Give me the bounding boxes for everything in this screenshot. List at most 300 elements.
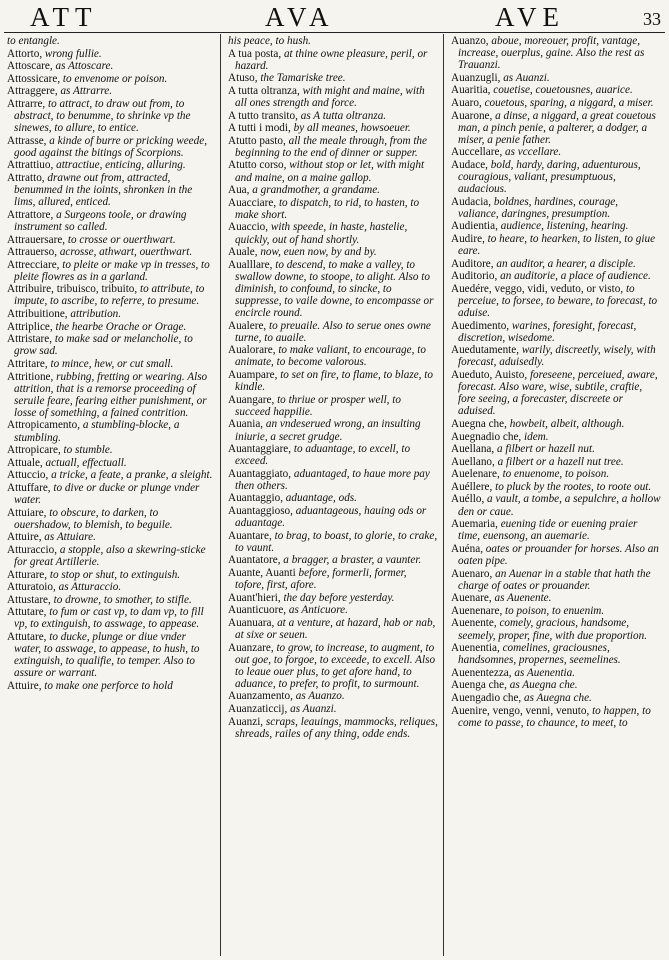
headword: Aualere, <box>228 319 267 332</box>
headword: Auante, Auanti <box>228 567 296 580</box>
definition: to attract, to draw out from, to abstract, to benumme, to shrinke vp the sinewes, to allure, to entice. <box>14 97 191 135</box>
definition: aduantaged, to haue more pay then others. <box>235 467 430 492</box>
headword: Attrauersare, <box>7 233 66 246</box>
dictionary-entry <box>228 567 438 591</box>
definition: a stumbling-blocke, a stumbling. <box>14 419 180 444</box>
headword: Attrarre, <box>7 97 46 110</box>
headword: Auangare, <box>228 393 275 406</box>
definition: a tricke, a feate, a pranke, a sleight. <box>51 469 213 482</box>
dictionary-entry <box>228 259 438 319</box>
dictionary-column-2 <box>228 35 438 953</box>
headword: Auedimento, <box>451 319 510 332</box>
dictionary-entry <box>228 703 438 715</box>
headword: Auengadio che, <box>451 691 522 704</box>
dictionary-entry <box>451 605 661 617</box>
definition: to ducke, plunge or diue vnder water, to asswage, to appease, to hush, to extinguish, to qualifie, to temper. Also to assure or warrant. <box>14 631 200 680</box>
headword: Auanzaticcij, <box>228 703 288 716</box>
definition: wrong fullie. <box>44 47 102 60</box>
definition: to brag, to boast, to glorie, to crake, to vaunt. <box>235 529 438 554</box>
headword: Attrasse, <box>7 134 47 147</box>
definition: to descend, to make a valley, to swallow downe, to stoope, to alight. Also to diminish, to confound, to sincke, to suppresse, to vaile downe, to encompasse or encircle round. <box>235 258 434 320</box>
dictionary-entry <box>228 554 438 566</box>
headword: Auegnadio che, <box>451 430 522 443</box>
headword: Auantare, <box>228 529 272 542</box>
dictionary-entry <box>228 110 438 122</box>
definition: a stopple, also a skewring-sticke for great Artillerie. <box>14 543 206 568</box>
definition: acrosse, athwart, ouerthwart. <box>59 246 193 259</box>
dictionary-entry <box>451 283 661 319</box>
definition: euening tide or euening praier time, euensong, an auemarie. <box>458 518 638 543</box>
definition: a filbert or a hazell nut tree. <box>497 455 624 468</box>
dictionary-entry <box>451 679 661 691</box>
headword: A tutto transito, <box>228 109 298 122</box>
dictionary-entry <box>7 482 215 506</box>
dictionary-entry <box>228 468 438 492</box>
definition: to make sad or melancholie, to grow sad. <box>14 333 193 358</box>
headword: Auegna che, <box>451 417 507 430</box>
dictionary-entry <box>7 544 215 568</box>
definition: couetous, sparing, a niggard, a miser. <box>484 96 654 109</box>
definition: to stumble. <box>63 444 113 457</box>
headword: Aueduto, Auisto, <box>451 369 528 382</box>
dictionary-entry <box>7 594 215 606</box>
definition: at a venture, at hazard, hab or nab, at sixe or seuen. <box>235 616 436 641</box>
headword: Atutto corso, <box>228 159 287 172</box>
dictionary-entry <box>7 419 215 443</box>
headword: Auant'hieri, <box>228 591 281 604</box>
definition: couetise, couetousnes, auarice. <box>493 84 633 97</box>
definition: to poison, to enuenim. <box>505 604 605 617</box>
dictionary-entry <box>228 320 438 344</box>
definition: a filbert or hazell nut. <box>496 443 595 456</box>
dictionary-entry <box>451 159 661 195</box>
dictionary-entry <box>228 492 438 504</box>
headword: Auantaggioso, <box>228 505 293 518</box>
headword: Auenentezza, <box>451 666 512 679</box>
dictionary-entry <box>451 110 661 146</box>
dictionary-entry <box>228 246 438 258</box>
headword: Attossicare, <box>7 72 61 85</box>
dictionary-column-1 <box>7 35 215 953</box>
dictionary-entry <box>451 481 661 493</box>
definition: the Tamariske tree. <box>260 72 346 85</box>
definition: as Attuiare. <box>44 531 96 544</box>
headword: Atturaccio, <box>7 543 58 556</box>
definition: as Attrarre. <box>60 85 113 98</box>
definition: howbeit, albeit, although. <box>509 417 625 430</box>
dictionary-entry <box>228 197 438 221</box>
definition: comely, gracious, handsome, seemely, proper, fine, with due proportion. <box>458 617 648 642</box>
headword: Auemaria, <box>451 518 498 531</box>
headword: Atturare, <box>7 568 48 581</box>
dictionary-entry <box>451 233 661 257</box>
definition: by all meanes, howsoeuer. <box>293 122 411 135</box>
dictionary-entry <box>228 505 438 529</box>
dictionary-entry <box>7 581 215 593</box>
dictionary-entry <box>451 72 661 84</box>
definition: to preuaile. Also to serue ones owne turne, to auaile. <box>235 319 431 344</box>
dictionary-entry <box>7 48 215 60</box>
definition: to dispatch, to rid, to hasten, to make short. <box>235 196 420 221</box>
definition: to thriue or prosper well, to succeed happilie. <box>235 393 401 418</box>
definition: warines, foresight, forecast, discretion, wisedome. <box>458 319 637 344</box>
headword: Attuale, <box>7 456 43 469</box>
dictionary-entry <box>228 617 438 641</box>
headword: Attustare, <box>7 593 51 606</box>
page-header <box>0 2 669 32</box>
definition: to mince, hew, or cut small. <box>50 357 174 370</box>
headword: Auaccio, <box>228 221 269 234</box>
definition: a kinde of burre or pricking weede, good against the bitings of Scorpions. <box>14 134 207 159</box>
dictionary-entry <box>228 48 438 72</box>
definition: as vccellare. <box>505 146 562 159</box>
headword: A tua posta, <box>228 47 282 60</box>
dictionary-entry <box>228 592 438 604</box>
definition: a dinse, a niggard, a great couetous man, a pinch penie, a palterer, a dodger, a miser, a penie father. <box>458 109 656 146</box>
dictionary-entry <box>228 443 438 467</box>
headword: Auanzi, <box>228 715 264 728</box>
definition: idem. <box>524 430 549 443</box>
dictionary-entry <box>228 716 438 740</box>
headword: Attuccio, <box>7 469 49 482</box>
definition: without stop or let, with might and maine, on a maine gallop. <box>235 159 425 184</box>
headword: Auacciare, <box>228 196 277 209</box>
definition: to heare, to hearken, to listen, to giue eare. <box>458 233 656 258</box>
definition: attractiue, enticing, alluring. <box>56 159 186 172</box>
headword: Auenenare, <box>451 604 503 617</box>
headword: Attrauerso, <box>7 246 58 259</box>
definition: before, formerli, former, tofore, first, afore. <box>235 567 407 592</box>
headword: Auantatore, <box>228 554 281 567</box>
headword: Auanzugli, <box>451 71 501 84</box>
dictionary-entry <box>7 283 215 307</box>
definition: as Auenentia. <box>514 666 576 679</box>
definition: to attribute, to impute, to ascribe, to referre, to presume. <box>14 283 205 308</box>
dictionary-entry <box>228 72 438 84</box>
definition: his peace, to hush. <box>228 35 311 47</box>
dictionary-entry <box>451 220 661 232</box>
headword: Auanticuore, <box>228 604 287 617</box>
definition: to perceiue, to forsee, to beware, to forecast, to aduise. <box>458 282 658 320</box>
definition: the day before yesterday. <box>283 591 395 604</box>
dictionary-entry <box>451 518 661 542</box>
definition: to pleite or make vp in tresses, to pleite flowres as in a garland. <box>14 258 210 283</box>
dictionary-entry <box>7 73 215 85</box>
headword: Auelenare, <box>451 468 500 481</box>
headword: Auenente, <box>451 617 497 630</box>
headword: Attraggere, <box>7 85 58 98</box>
headword: Auantaggiato, <box>228 467 292 480</box>
headword: Attriplice, <box>7 320 53 333</box>
dictionary-entry <box>7 333 215 357</box>
headword: Auania, <box>228 418 264 431</box>
dictionary-entry <box>451 418 661 430</box>
headword: Auéna, <box>451 542 483 555</box>
headword: Auellano, <box>451 455 495 468</box>
definition: as Auanzi. <box>503 71 550 84</box>
dictionary-entry <box>451 592 661 604</box>
headword: Attritione, <box>7 370 54 383</box>
headword: Attratto, <box>7 172 45 185</box>
headword: Attritare, <box>7 357 48 370</box>
definition: rubbing, fretting or wearing. Also attrition, that is a remorse proceeding of seruile feare, fearing either punishment, or losse of something, a fained contrition. <box>14 370 208 419</box>
dictionary-entry <box>228 369 438 393</box>
definition: to make valiant, to encourage, to animate, to become valorous. <box>235 344 426 369</box>
definition: to crosse or ouerthwart. <box>67 233 176 246</box>
definition: oates or prouander for horses. Also an oaten pipe. <box>458 542 659 567</box>
definition: to fum or cast vp, to dam vp, to fill vp, to extinguish, to asswage, to appease. <box>14 606 204 631</box>
dictionary-entry <box>451 705 661 729</box>
definition: to obscure, to darken, to ouershadow, to blemish, to beguile. <box>14 506 173 531</box>
headword: Auanzamento, <box>228 690 293 703</box>
dictionary-entry <box>7 135 215 159</box>
running-head-center: AVA <box>265 2 335 32</box>
headword: Attristare, <box>7 333 53 346</box>
definition: as A tutta oltranza. <box>300 109 387 122</box>
definition: as Auegna che. <box>509 679 578 692</box>
dictionary-entry <box>228 690 438 702</box>
headword: Auedutamente, <box>451 344 520 357</box>
header-rule <box>4 32 665 33</box>
headword: Attrecciare, <box>7 258 60 271</box>
definition: to drowne, to smother, to stifle. <box>53 593 192 606</box>
dictionary-entry <box>451 270 661 282</box>
definition: attribution. <box>70 308 122 321</box>
definition: to pluck by the rootes, to roote out. <box>495 480 652 493</box>
definition: to dive or ducke or plunge vnder water. <box>14 481 200 506</box>
dictionary-entry <box>7 172 215 208</box>
dictionary-entry <box>7 234 215 246</box>
dictionary-entry <box>228 221 438 245</box>
headword: Attuiare, <box>7 506 47 519</box>
definition: the hearbe Orache or Orage. <box>55 320 187 333</box>
headword: Auenire, vengo, venni, venuto, <box>451 704 590 717</box>
definition: to aduantage, to excell, to exceed. <box>235 443 411 468</box>
dictionary-entry <box>451 146 661 158</box>
definition: a vault, a tombe, a sepulchre, a hollow den or caue. <box>458 493 661 518</box>
definition: a bragger, a braster, a vaunter. <box>283 554 422 567</box>
headword: Attorto, <box>7 47 43 60</box>
dictionary-entry <box>7 469 215 481</box>
dictionary-entry <box>7 35 215 47</box>
dictionary-entry <box>451 344 661 368</box>
dictionary-entry <box>7 531 215 543</box>
definition: aduantage, ods. <box>285 492 357 505</box>
dictionary-entry <box>228 159 438 183</box>
definition: an auditorie, a place of audience. <box>500 270 651 283</box>
dictionary-entry <box>228 344 438 368</box>
dictionary-entry <box>451 667 661 679</box>
definition: actuall, effectuall. <box>45 456 127 469</box>
dictionary-entry <box>7 680 215 692</box>
running-head-right: AVE <box>495 2 566 32</box>
dictionary-entry <box>228 418 438 442</box>
dictionary-entry <box>451 493 661 517</box>
dictionary-entry <box>451 443 661 455</box>
dictionary-entry <box>228 604 438 616</box>
definition: to set on fire, to flame, to blaze, to kindle. <box>235 369 433 394</box>
headword: Audacia, <box>451 195 492 208</box>
dictionary-entry <box>228 642 438 690</box>
headword: A tutti i modi, <box>228 122 291 135</box>
dictionary-entry <box>7 85 215 97</box>
dictionary-entry <box>451 568 661 592</box>
dictionary-entry <box>7 209 215 233</box>
dictionary-entry <box>7 246 215 258</box>
definition: to enuenome, to poison. <box>502 468 610 481</box>
definition: to stop or shut, to extinguish. <box>49 568 181 581</box>
dictionary-entry <box>228 394 438 418</box>
dictionary-entry <box>7 358 215 370</box>
headword: Attoscare, <box>7 60 53 73</box>
dictionary-entry <box>7 98 215 134</box>
headword: Attribuitione, <box>7 308 68 321</box>
dictionary-entry <box>7 321 215 333</box>
definition: as Atturaccio. <box>58 581 122 594</box>
headword: Auanzare, <box>228 641 274 654</box>
dictionary-entry <box>228 35 438 47</box>
definition: to happen, to come to passe, to chaunce, to meet, to <box>458 704 651 729</box>
dictionary-entry <box>228 122 438 134</box>
definition: to make one perforce to hold <box>44 679 173 692</box>
dictionary-entry <box>451 320 661 344</box>
headword: Auampare, <box>228 369 278 382</box>
headword: Aualorare, <box>228 344 276 357</box>
definition: aduantageous, hauing ods or aduantage. <box>235 505 427 530</box>
dictionary-entry <box>228 530 438 554</box>
headword: Auccellare, <box>451 146 503 159</box>
definition: comelines, graciousnes, handsomnes, propernes, seemelines. <box>458 642 621 667</box>
headword: Auenaro, <box>451 567 493 580</box>
definition: scraps, leauings, mammocks, reliques, shreads, railes of any thing, odde ends. <box>235 715 438 740</box>
headword: Attropicamento, <box>7 419 81 432</box>
definition: to grow, to increase, to augment, to out goe, to forgoe, to exceede, to excell. Also to leaue ouer plus, to get afore hand, to aduance, to prefer, to profit, to surmount. <box>235 641 436 690</box>
definition: drawne out from, attracted, benummed in the ioints, shronken in the lims, allured, enticed. <box>14 172 193 209</box>
definition: all the meale through, from the beginning to the end of dinner or supper. <box>235 134 427 159</box>
headword: Auditorio, <box>451 270 498 283</box>
headword: Attribuire, tribuisco, tribuito, <box>7 283 138 296</box>
headword: Audace, <box>451 158 488 171</box>
headword: Attropicare, <box>7 444 61 457</box>
definition: as Auegna che. <box>524 691 592 704</box>
definition: a Surgeons toole, or drawing instrument so called. <box>14 208 187 233</box>
dictionary-entry <box>7 308 215 320</box>
headword: Auéllere, <box>451 480 493 493</box>
definition: as Attoscare. <box>55 60 114 73</box>
dictionary-entry <box>451 468 661 480</box>
dictionary-entry <box>228 135 438 159</box>
headword: Aua, <box>228 184 250 197</box>
dictionary-entry <box>451 543 661 567</box>
definition: as Auanzo. <box>295 690 345 703</box>
headword: Auanzo, <box>451 35 489 47</box>
definition: audience, listening, hearing. <box>500 220 629 233</box>
headword: Auedére, veggo, vidi, veduto, or visto, <box>451 282 624 295</box>
definition: an Auenar in a stable that hath the charge of oates or prouander. <box>458 567 651 592</box>
definition: with might and maine, with all ones strength and force. <box>235 84 425 109</box>
dictionary-entry <box>451 456 661 468</box>
headword: Auantaggiare, <box>228 443 292 456</box>
definition: foreseene, perceiued, aware, forecast. Also ware, wise, subtile, craftie, fore seeing, a forecaster, discreete or aduised. <box>458 369 658 418</box>
headword: Auenentia, <box>451 642 500 655</box>
headword: Audire, <box>451 233 485 245</box>
headword: Attuffare, <box>7 481 51 494</box>
headword: Auaro, <box>451 96 482 109</box>
headword: Auanuara, <box>228 616 275 629</box>
headword: Aualllare, <box>228 258 273 271</box>
dictionary-entry <box>228 85 438 109</box>
dictionary-entry <box>7 507 215 531</box>
headword: Auaritia, <box>451 84 491 97</box>
dictionary-entry <box>451 617 661 641</box>
definition: as Auanzi. <box>290 703 337 716</box>
dictionary-entry <box>451 258 661 270</box>
definition: bold, hardy, daring, aduenturous, couragious, valiant, presumptuous, audacious. <box>458 158 641 196</box>
definition: at thine owne pleasure, peril, or hazard. <box>235 47 428 72</box>
headword: Auarone, <box>451 109 493 122</box>
dictionary-entry <box>7 457 215 469</box>
headword: Attrattiuo, <box>7 159 54 172</box>
dictionary-entry <box>7 60 215 72</box>
dictionary-entry <box>7 259 215 283</box>
headword: Auellana, <box>451 443 495 456</box>
headword: Auenare, <box>451 592 492 605</box>
dictionary-entry <box>7 606 215 630</box>
headword: Auditore, <box>451 257 494 270</box>
definition: to envenome or poison. <box>62 72 168 85</box>
headword: Attutare, <box>7 606 47 619</box>
headword: Auenga che, <box>451 679 507 692</box>
headword: Auantaggio, <box>228 492 283 505</box>
definition: warily, discreetly, wisely, with forecast, aduisedly. <box>458 344 656 369</box>
headword: Atuso, <box>228 72 258 85</box>
dictionary-entry <box>451 431 661 443</box>
headword: Attuire, <box>7 531 42 544</box>
dictionary-entry <box>451 692 661 704</box>
definition: an auditor, a hearer, a disciple. <box>496 257 636 270</box>
definition: aboue, moreouer, profit, vantage, increase, ouerplus, gaine. Also the rest as Trauanzi. <box>458 35 645 72</box>
dictionary-entry <box>7 159 215 171</box>
headword: Atturatoio, <box>7 581 56 594</box>
definition: an vndeserued wrong, an insulting iniurie, a secret grudge. <box>235 418 421 443</box>
headword: Attuire, <box>7 679 42 692</box>
dictionary-entry <box>451 97 661 109</box>
dictionary-entry <box>7 371 215 419</box>
dictionary-entry <box>451 35 661 71</box>
definition: with speede, in haste, hastelie, quickly, out of hand shortly. <box>235 221 408 246</box>
headword: Attutare, <box>7 631 47 643</box>
definition: as Auenente. <box>494 592 552 605</box>
column-divider <box>443 34 444 956</box>
dictionary-entry <box>7 631 215 679</box>
definition: to entangle. <box>7 35 60 47</box>
dictionary-entry <box>7 444 215 456</box>
column-divider <box>220 34 221 956</box>
headword: Audientia, <box>451 220 498 233</box>
dictionary-column-3 <box>451 35 661 953</box>
dictionary-entry <box>451 84 661 96</box>
headword: Auale, <box>228 246 258 259</box>
headword: Attrattore, <box>7 208 54 221</box>
dictionary-entry <box>228 184 438 196</box>
definition: boldnes, hardines, courage, valiance, daringnes, presumption. <box>458 195 619 220</box>
definition: now, euen now, by and by. <box>260 246 377 259</box>
headword: Atutto pasto, <box>228 134 286 147</box>
headword: Auéllo, <box>451 493 485 506</box>
headword: A tutta oltranza, <box>228 84 300 97</box>
definition: a grandmother, a grandame. <box>252 184 380 197</box>
dictionary-entry <box>451 369 661 417</box>
